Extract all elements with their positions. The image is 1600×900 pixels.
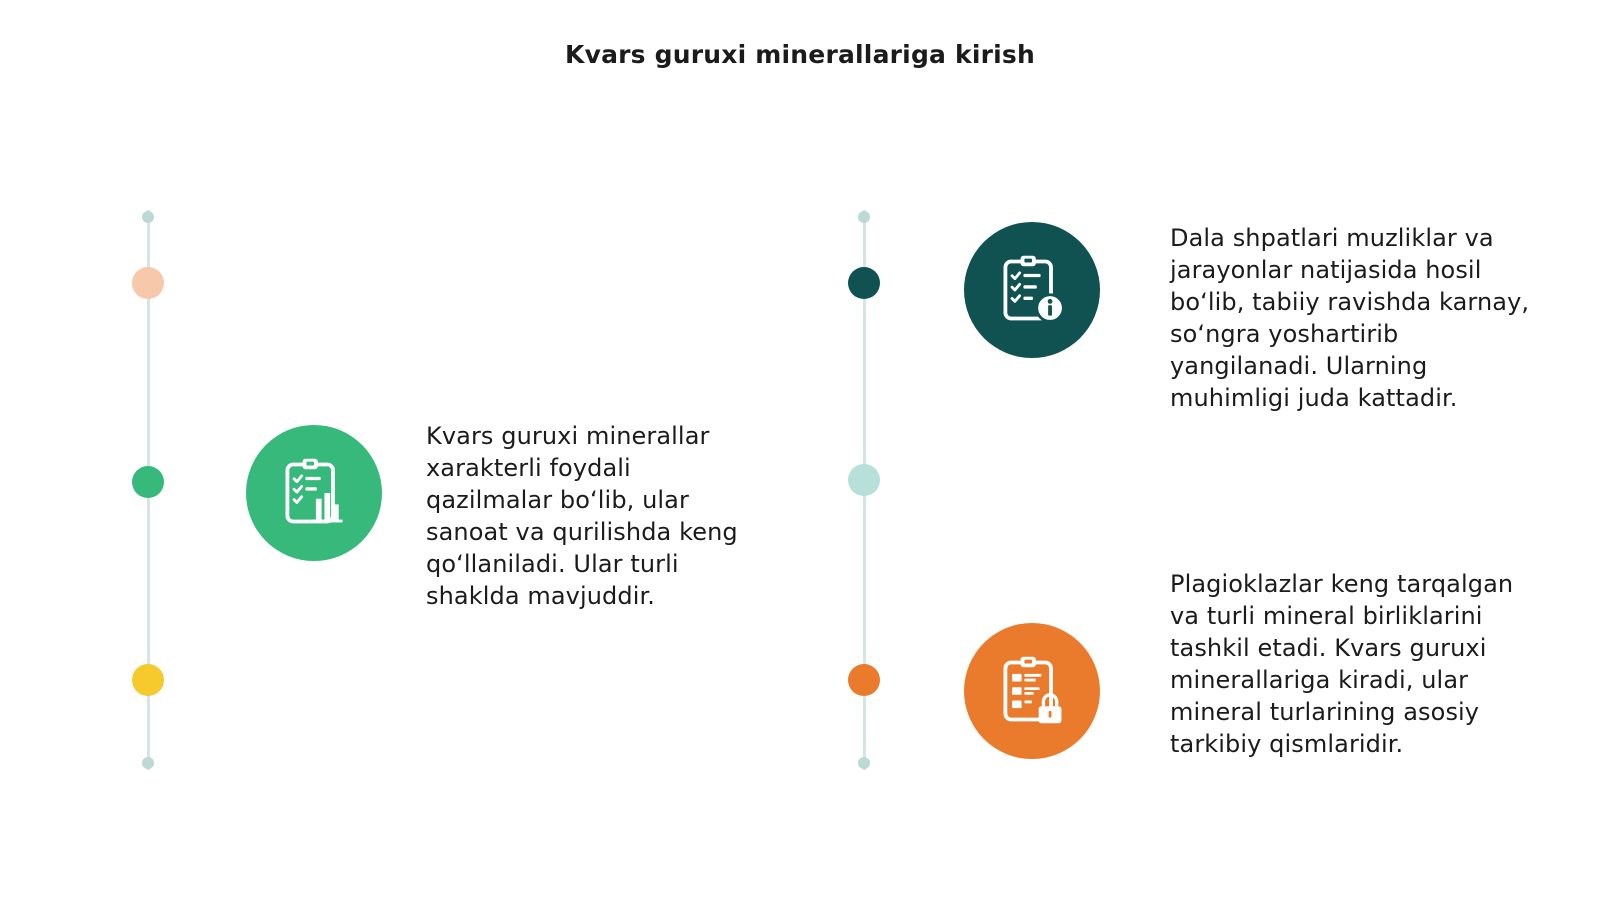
timeline-node-peach	[132, 267, 164, 299]
timeline-node-dark-teal	[848, 267, 880, 299]
page-title: Kvars guruxi minerallariga kirish	[565, 40, 1035, 69]
right-timeline	[844, 210, 884, 770]
timeline-end-dot	[858, 757, 870, 769]
clipboard-info-icon	[994, 252, 1070, 328]
timeline-start-dot	[858, 211, 870, 223]
clipboard-lock-icon	[994, 653, 1070, 729]
item-2-icon-circle	[964, 222, 1100, 358]
timeline-node-yellow	[132, 664, 164, 696]
item-1-icon-circle	[246, 425, 382, 561]
timeline-node-light-teal	[848, 464, 880, 496]
left-timeline	[128, 210, 168, 770]
timeline-start-dot	[142, 211, 154, 223]
item-1-description: Kvars guruxi minerallar xarakterli foydali qazilmalar bo‘lib, ular sanoat va qurilishda keng qo‘llaniladi. Ular turli shaklda mavjuddir.	[426, 422, 738, 610]
item-3-icon-circle	[964, 623, 1100, 759]
timeline-node-orange	[848, 664, 880, 696]
timeline-end-dot	[142, 757, 154, 769]
timeline-node-green	[132, 466, 164, 498]
item-2-description: Dala shpatlari muzliklar va jarayonlar natijasida hosil bo‘lib, tabiiy ravishda karnay, so‘ngra yoshartirib yangilanadi. Ularning muhimligi juda kattadir.	[1170, 224, 1530, 412]
clipboard-chart-icon	[276, 455, 352, 531]
item-3-description: Plagioklazlar keng tarqalgan va turli mineral birliklarini tashkil etadi. Kvars guruxi minerallariga kiradi, ular mineral turlarining asosiy tarkibiy qismlaridir.	[1170, 570, 1514, 758]
